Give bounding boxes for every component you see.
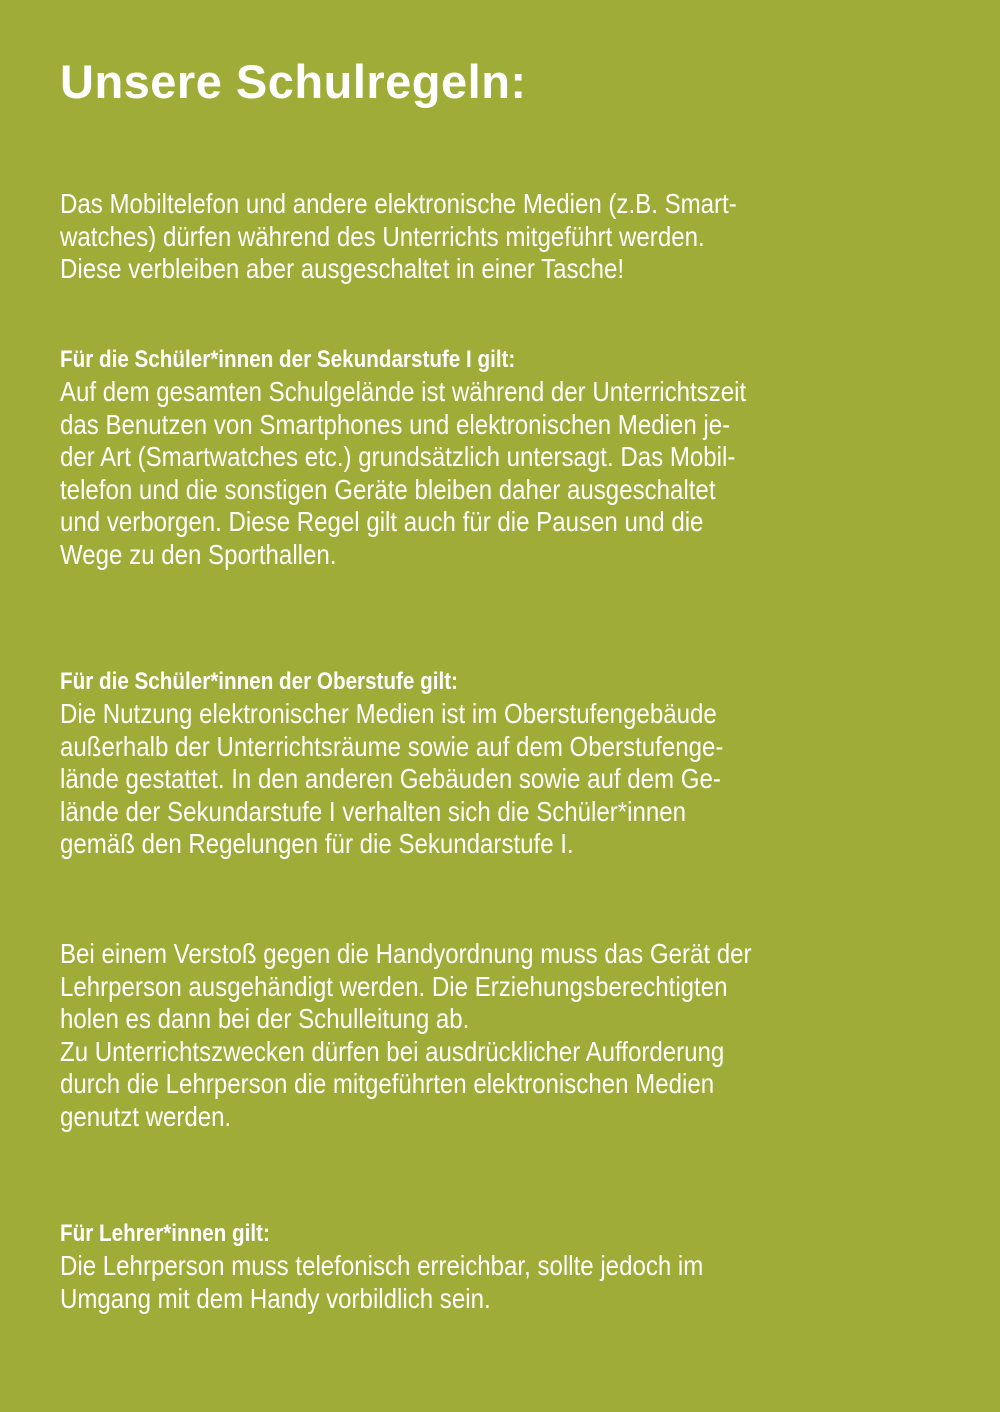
section-violation	[60, 938, 960, 1134]
paragraph-line: Bei einem Verstoß gegen die Handyordnung muss das Gerät der	[60, 938, 752, 969]
page-title: Unsere Schulregeln:	[60, 55, 527, 108]
paragraph-line: watches) dürfen während des Unterrichts mitgeführt werden.	[60, 220, 705, 252]
paragraph-line: genutzt werden.	[60, 1100, 232, 1132]
paragraph-line: holen es dann bei der Schulleitung ab.	[60, 1003, 470, 1035]
section-teachers	[60, 1220, 960, 1315]
section-heading: Für die Schüler*innen der Sekundarstufe I gilt:	[60, 346, 516, 373]
paragraph-line: außerhalb der Unterrichtsräume sowie auf dem Oberstufenge-	[60, 730, 724, 762]
paragraph-line: Die Lehrperson muss telefonisch erreichbar, sollte jedoch im	[60, 1250, 704, 1281]
paragraph-line: Umgang mit dem Handy vorbildlich sein.	[60, 1282, 491, 1314]
paragraph-line: Auf dem gesamten Schulgelände ist während der Unterrichtszeit	[60, 376, 747, 407]
paragraph-line: Wege zu den Sporthallen.	[60, 538, 337, 570]
paragraph-line: das Benutzen von Smartphones und elektronischen Medien je-	[60, 408, 731, 440]
section-heading: Für die Schüler*innen der Oberstufe gilt:	[60, 668, 458, 695]
intro-paragraph	[60, 188, 960, 286]
section-heading: Für Lehrer*innen gilt:	[60, 1220, 270, 1247]
paragraph-line: lände der Sekundarstufe I verhalten sich die Schüler*innen	[60, 795, 687, 827]
paragraph-line: durch die Lehrperson die mitgeführten elektronischen Medien	[60, 1068, 715, 1100]
paragraph-line: Diese verbleiben aber ausgeschaltet in einer Tasche!	[60, 253, 625, 285]
paragraph-line: gemäß den Regelungen für die Sekundarstufe I.	[60, 828, 574, 860]
paragraph-line: und verborgen. Diese Regel gilt auch für die Pausen und die	[60, 506, 704, 538]
paragraph-line: Zu Unterrichtszwecken dürfen bei ausdrücklicher Aufforderung	[60, 1035, 725, 1067]
section-sekundarstufe	[60, 346, 960, 572]
paragraph-line: Die Nutzung elektronischer Medien ist im Oberstufengebäude	[60, 698, 717, 729]
paragraph-line: telefon und die sonstigen Geräte bleiben daher ausgeschaltet	[60, 473, 716, 505]
paragraph-line: Das Mobiltelefon und andere elektronische Medien (z.B. Smart-	[60, 188, 737, 219]
paragraph-line: Lehrperson ausgehändigt werden. Die Erziehungsberechtigten	[60, 970, 728, 1002]
paragraph-line: der Art (Smartwatches etc.) grundsätzlich untersagt. Das Mobil-	[60, 441, 736, 473]
paragraph-line: lände gestattet. In den anderen Gebäuden sowie auf dem Ge-	[60, 763, 721, 795]
section-oberstufe	[60, 668, 960, 861]
